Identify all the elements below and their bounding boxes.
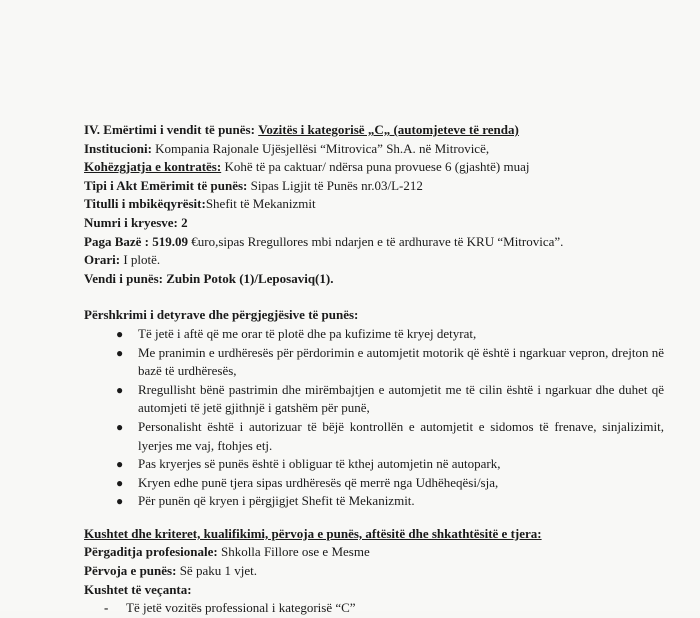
list-item bbox=[112, 381, 664, 418]
institution-line bbox=[84, 140, 684, 159]
education-label: Përgaditja profesionale: bbox=[84, 544, 218, 560]
duty-text: Personalisht është i autorizuar të bëjë kontrollën e automjetit e sidomos të frenave, sinjalizimit, lyerjes me vaj, ftohjes etj. bbox=[138, 418, 664, 453]
appointment-type-line bbox=[84, 177, 684, 196]
education-line bbox=[84, 543, 684, 562]
hours-line bbox=[84, 251, 684, 270]
list-item bbox=[112, 474, 664, 493]
list-item bbox=[112, 325, 664, 344]
institution-label: Institucioni: bbox=[84, 140, 152, 156]
education-value: Shkolla Fillore ose e Mesme bbox=[220, 544, 370, 560]
job-posting bbox=[84, 121, 684, 618]
salary-line bbox=[84, 233, 684, 252]
duty-text: Për punën që kryen i përgjigjet Shefit të Mekanizmit. bbox=[138, 493, 415, 509]
experience-line bbox=[84, 562, 684, 581]
salary-label: Paga Bazë : 519.09 bbox=[84, 233, 188, 249]
bullet-dot-icon: ● bbox=[116, 419, 124, 434]
job-title-value: Vozitës i kategorisë „C„ (automjeteve të renda) bbox=[258, 122, 519, 137]
duty-text: Me pranimin e urdhëresës për përdorimin e automjetit motorik që është i ngarkuar vepron, drejton në bazë të urdhëresës, bbox=[138, 344, 664, 379]
duty-text: Pas kryerjes së punës është i obliguar të kthej automjetin në autopark, bbox=[138, 456, 501, 472]
duration-value: Kohë të pa caktuar/ ndërsa puna provuese 6 (gjashtë) muaj bbox=[224, 159, 530, 175]
list-item bbox=[112, 455, 664, 474]
duties-heading: Përshkrimi i detyrave dhe përgjegjësive të punës: bbox=[84, 307, 359, 323]
requirements-heading: Kushtet dhe kriteret, kualifikimi, përvoja e punës, aftësitë dhe shkathtësitë e tjera: bbox=[84, 525, 542, 541]
supervisor-label: Titulli i mbikëqyrësit: bbox=[84, 196, 206, 212]
experience-label: Përvoja e punës: bbox=[84, 563, 177, 579]
supervisor-line bbox=[84, 195, 684, 214]
appointment-type-value: Sipas Ligjit të Punës nr.03/L-212 bbox=[250, 177, 423, 193]
appointment-type-label: Tipi i Akt Emërimit të punës: bbox=[84, 177, 248, 193]
experience-value: Së paku 1 vjet. bbox=[179, 563, 257, 579]
supervisor-value: Shefit të Mekanizmit bbox=[205, 196, 316, 212]
salary-value: €uro,sipas Rregullores mbi ndarjen e të ardhurave të KRU “Mitrovica”. bbox=[191, 233, 564, 249]
duration-line bbox=[84, 158, 684, 177]
hours-label: Orari: bbox=[84, 252, 121, 268]
list-item bbox=[112, 344, 664, 381]
institution-value: Kompania Rajonale Ujësjellësi “Mitrovica” Sh.A. në Mitrovicë, bbox=[155, 140, 490, 156]
bullet-dot-icon: ● bbox=[116, 326, 124, 341]
duty-text: Kryen edhe punë tjera sipas urdhëresës që merrë nga Udhëheqësi/sja, bbox=[138, 474, 499, 490]
list-item bbox=[112, 418, 664, 455]
position-count-line bbox=[84, 214, 684, 233]
bullet-dot-icon: ● bbox=[116, 475, 124, 490]
bullet-dot-icon: ● bbox=[116, 494, 124, 509]
location-line bbox=[84, 270, 684, 289]
special-conditions-heading: Kushtet të veçanta: bbox=[84, 581, 192, 597]
special-condition-text: Të jetë vozitës professional i kategorisë “C” bbox=[126, 600, 356, 616]
bullet-dot-icon: ● bbox=[116, 382, 124, 397]
duty-text: Të jetë i aftë që me orar të plotë dhe pa kufizime të kryej detyrat, bbox=[138, 325, 477, 341]
bullet-dot-icon: ● bbox=[116, 345, 124, 360]
duties-list bbox=[84, 325, 664, 511]
position-count: Numri i kryesve: 2 bbox=[84, 214, 188, 230]
job-title-label: IV. Emërtimi i vendit të punës: bbox=[84, 122, 255, 137]
dash-icon: - bbox=[104, 600, 109, 616]
list-item bbox=[112, 492, 664, 511]
bullet-dot-icon: ● bbox=[116, 457, 124, 472]
hours-value: I plotë. bbox=[123, 252, 161, 268]
job-title-line bbox=[84, 121, 684, 140]
list-item bbox=[84, 599, 684, 618]
duration-label: Kohëzgjatja e kontratës: bbox=[84, 159, 222, 175]
location: Vendi i punës: Zubin Potok (1)/Leposaviq(1). bbox=[84, 270, 334, 286]
duty-text: Rregullisht bënë pastrimin dhe mirëmbajtjen e automjetit me të cilin është i ngarkuar dhe duhet që automjeti të jetë gjithnjë i gatshëm për punë, bbox=[138, 381, 664, 416]
